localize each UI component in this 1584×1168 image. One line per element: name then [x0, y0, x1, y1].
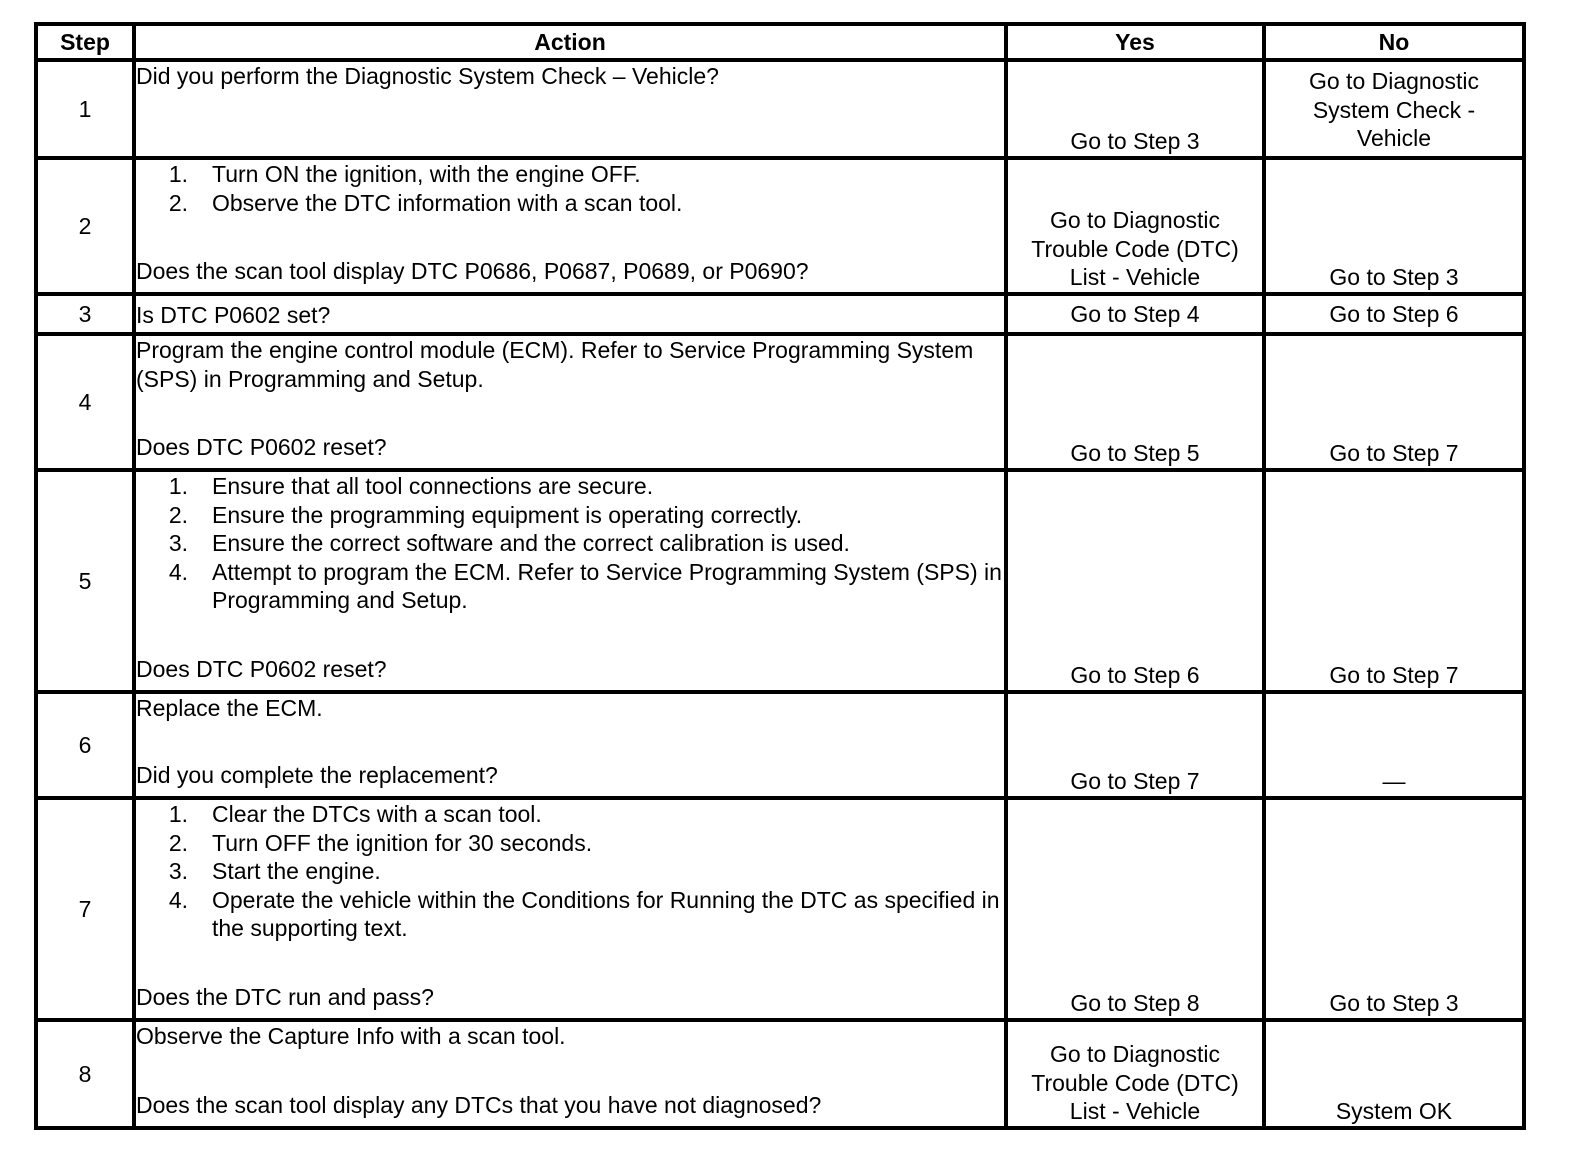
- action-text: Did you perform the Diagnostic System Check – Vehicle?: [136, 63, 719, 89]
- no-cell: Go to Step 6: [1264, 294, 1524, 334]
- step-number: 1: [36, 60, 134, 158]
- list-item: 1. Ensure that all tool connections are secure.: [168, 473, 654, 499]
- list-item: 2. Observe the DTC information with a scan tool.: [168, 189, 683, 216]
- action-question: Does DTC P0602 reset?: [136, 656, 387, 683]
- table-row: [36, 1020, 1524, 1128]
- list-item: 2. Turn OFF the ignition for 30 seconds.: [168, 829, 593, 856]
- diagnostic-table: [34, 22, 1526, 1130]
- table-row: [36, 158, 1524, 294]
- action-question: Does the DTC run and pass?: [136, 984, 434, 1011]
- list-item: 2. Ensure the programming equipment is operating correctly.: [168, 501, 803, 528]
- action-cell: [134, 294, 1006, 334]
- no-text: Go to Diagnostic System Check - Vehicle: [1308, 68, 1480, 152]
- no-dash: —: [1382, 768, 1406, 795]
- yes-cell: Go to Step 3: [1006, 60, 1264, 158]
- header-no: No: [1264, 24, 1524, 60]
- header-action: Action: [134, 24, 1006, 60]
- action-cell: [134, 692, 1006, 798]
- action-cell: [134, 60, 1006, 158]
- list-item: 4. Attempt to program the ECM. Refer to Service Programming System (SPS) in Programming and Setup.: [168, 558, 1002, 614]
- action-question: Does the scan tool display DTC P0686, P0687, P0689, or P0690?: [136, 258, 809, 285]
- yes-cell: Go to Step 6: [1006, 470, 1264, 692]
- yes-cell: Go to Step 7: [1006, 692, 1264, 798]
- step-number: 7: [36, 798, 134, 1020]
- action-text: Is DTC P0602 set?: [136, 301, 331, 328]
- no-cell: [1264, 60, 1524, 158]
- action-cell: [134, 470, 1006, 692]
- yes-cell: Go to Step 8: [1006, 798, 1264, 1020]
- list-item: 1. Turn ON the ignition, with the engine OFF.: [168, 161, 641, 187]
- action-cell: [134, 1020, 1006, 1128]
- step-number: 4: [36, 334, 134, 470]
- header-step: Step: [36, 24, 134, 60]
- step-number: 6: [36, 692, 134, 798]
- table-row: [36, 334, 1524, 470]
- yes-cell: Go to Diagnostic Trouble Code (DTC) List - Vehicle: [1006, 158, 1264, 294]
- action-cell: [134, 158, 1006, 294]
- list-item: 4. Operate the vehicle within the Conditions for Running the DTC as specified in the supporting text.: [168, 886, 1000, 942]
- action-question: Does DTC P0602 reset?: [136, 434, 387, 461]
- yes-cell: Go to Step 4: [1006, 294, 1264, 334]
- list-item: 3. Ensure the correct software and the correct calibration is used.: [168, 530, 850, 557]
- step-number: 8: [36, 1020, 134, 1128]
- action-text: Replace the ECM.: [136, 695, 323, 721]
- step-number: 3: [36, 294, 134, 334]
- yes-cell: Go to Step 5: [1006, 334, 1264, 470]
- action-list: [136, 800, 1004, 943]
- no-cell: Go to Step 3: [1264, 158, 1524, 294]
- step-number: 5: [36, 470, 134, 692]
- action-list: [136, 160, 1004, 217]
- no-cell: Go to Step 7: [1264, 334, 1524, 470]
- header-yes: Yes: [1006, 24, 1264, 60]
- no-cell: System OK: [1264, 1020, 1524, 1128]
- table-row: [36, 294, 1524, 334]
- table-row: [36, 470, 1524, 692]
- table-row: [36, 798, 1524, 1020]
- no-cell: [1264, 692, 1524, 798]
- action-question: Did you complete the replacement?: [136, 762, 498, 789]
- table-row: [36, 692, 1524, 798]
- table-row: [36, 60, 1524, 158]
- list-item: 3. Start the engine.: [168, 858, 381, 885]
- step-number: 2: [36, 158, 134, 294]
- yes-cell: Go to Diagnostic Trouble Code (DTC) List - Vehicle: [1006, 1020, 1264, 1128]
- action-cell: [134, 798, 1006, 1020]
- action-list: [136, 472, 1004, 615]
- header-row: [36, 24, 1524, 60]
- action-text: Program the engine control module (ECM). Refer to Service Programming System (SPS) in Programming and Setup.: [136, 337, 974, 392]
- action-question: Does the scan tool display any DTCs that you have not diagnosed?: [136, 1092, 822, 1119]
- no-cell: Go to Step 7: [1264, 470, 1524, 692]
- action-text: Observe the Capture Info with a scan tool.: [136, 1023, 566, 1049]
- list-item: 1. Clear the DTCs with a scan tool.: [168, 801, 542, 827]
- no-cell: Go to Step 3: [1264, 798, 1524, 1020]
- action-cell: [134, 334, 1006, 470]
